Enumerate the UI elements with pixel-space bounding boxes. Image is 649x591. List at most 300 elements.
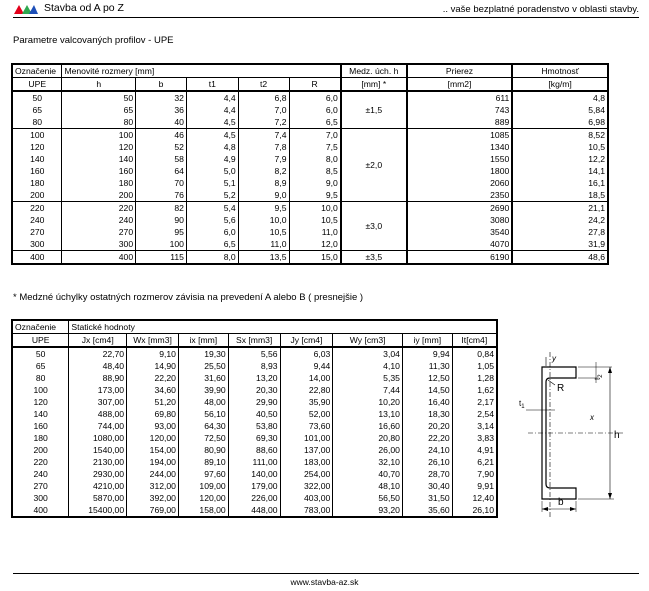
table-cell: 158,00 xyxy=(178,504,228,517)
cell-area: 6190 xyxy=(407,251,513,265)
table-cell: 783,00 xyxy=(280,504,333,517)
table-row xyxy=(12,251,608,265)
table-cell: 307,00 xyxy=(69,396,127,408)
table-row xyxy=(12,456,497,468)
table-cell: 194,00 xyxy=(127,456,179,468)
cell-r: 6,0 xyxy=(289,91,341,104)
cell-h: 65 xyxy=(62,104,136,116)
table-cell: 6,03 xyxy=(280,347,333,360)
header-prierez: Prierez xyxy=(407,64,513,78)
cell-tolerance: ±3,0 xyxy=(341,202,407,251)
radius-label: R xyxy=(557,383,565,394)
table-row xyxy=(12,91,608,104)
table-cell: 4,10 xyxy=(333,360,403,372)
cell-t2: 13,5 xyxy=(238,251,289,265)
cell-t1: 6,5 xyxy=(186,238,238,251)
cell-t1: 5,0 xyxy=(186,165,238,177)
table-subheader-row xyxy=(12,78,608,92)
cell-mass: 12,2 xyxy=(512,153,608,165)
table-cell: 35,60 xyxy=(402,504,452,517)
table-cell: 9,94 xyxy=(402,347,452,360)
cell-t1: 4,8 xyxy=(186,141,238,153)
table-row xyxy=(12,226,608,238)
col-header: Wy [cm3] xyxy=(333,334,403,348)
table-cell: 7,44 xyxy=(333,384,403,396)
table-cell: 12,50 xyxy=(402,372,452,384)
table-row xyxy=(12,420,497,432)
cell-t2: 10,5 xyxy=(238,226,289,238)
cell-b: 70 xyxy=(136,177,187,189)
static-values-table-body xyxy=(12,347,497,517)
col-header: iy [mm] xyxy=(402,334,452,348)
cell-mass: 4,8 xyxy=(512,91,608,104)
table-cell: 9,44 xyxy=(280,360,333,372)
table-cell: 22,70 xyxy=(69,347,127,360)
table-cell: 3,14 xyxy=(452,420,497,432)
table-cell: 120 xyxy=(33,396,48,407)
col-header: UPE xyxy=(12,334,69,348)
table-cell: 29,90 xyxy=(228,396,280,408)
cell-area: 1800 xyxy=(407,165,513,177)
table-cell: 64,30 xyxy=(178,420,228,432)
table-cell: 69,30 xyxy=(228,432,280,444)
table-cell: 48,40 xyxy=(69,360,127,372)
cell-b: 82 xyxy=(136,202,187,215)
table-cell: 28,70 xyxy=(402,468,452,480)
table-row xyxy=(12,492,497,504)
cell-h: 240 xyxy=(62,214,136,226)
table-header-row xyxy=(12,64,608,78)
table-cell: 48,00 xyxy=(178,396,228,408)
header-slogan: .. vaše bezplatné poradenstvo v oblasti stavby. xyxy=(442,4,639,15)
cell-b: 58 xyxy=(136,153,187,165)
cell-t1: 4,9 xyxy=(186,153,238,165)
table-cell: 88,60 xyxy=(228,444,280,456)
cell-mass: 21,1 xyxy=(512,202,608,215)
table-row xyxy=(12,372,497,384)
width-label: b xyxy=(558,497,564,508)
web-thickness-label: $t_1$ xyxy=(519,399,525,410)
table-cell: 244,00 xyxy=(127,468,179,480)
cell-mass: 27,8 xyxy=(512,226,608,238)
table-row xyxy=(12,468,497,480)
cell-h: 300 xyxy=(62,238,136,251)
cell-t2: 7,0 xyxy=(238,104,289,116)
flange-thickness-label: $t_2$ xyxy=(593,374,604,380)
col-t1: t1 xyxy=(186,78,238,92)
table-cell: 72,50 xyxy=(178,432,228,444)
cell-mass: 8,52 xyxy=(512,129,608,142)
table-cell: 200 xyxy=(33,444,48,455)
table-cell: 26,00 xyxy=(333,444,403,456)
logo-icon xyxy=(13,3,39,15)
cell-area: 4070 xyxy=(407,238,513,251)
cell-t2: 7,9 xyxy=(238,153,289,165)
cell-h: 400 xyxy=(62,251,136,265)
table-cell: 13,20 xyxy=(228,372,280,384)
cell-upe: 220 xyxy=(30,202,45,213)
table-cell: 220 xyxy=(33,456,48,467)
cell-area: 743 xyxy=(407,104,513,116)
table-cell: 1540,00 xyxy=(69,444,127,456)
table-row xyxy=(12,165,608,177)
table-cell: 93,00 xyxy=(127,420,179,432)
cell-upe: 120 xyxy=(30,141,45,152)
cell-area: 611 xyxy=(407,91,513,104)
cell-area: 889 xyxy=(407,116,513,129)
table-cell: 173,00 xyxy=(69,384,127,396)
brand-name: Stavba od A po Z xyxy=(44,2,124,14)
table-cell: 2,54 xyxy=(452,408,497,420)
cell-area: 3080 xyxy=(407,214,513,226)
table-row xyxy=(12,347,497,360)
cell-upe: 160 xyxy=(30,165,45,176)
table-row xyxy=(12,189,608,202)
cell-upe: 200 xyxy=(12,189,62,202)
table-cell: 2930,00 xyxy=(69,468,127,480)
cell-b: 36 xyxy=(136,104,187,116)
cell-h: 120 xyxy=(62,141,136,153)
cell-h: 160 xyxy=(62,165,136,177)
header-menovite-rozmery: Menovité rozmery [mm] xyxy=(62,64,341,78)
cell-area: 1550 xyxy=(407,153,513,165)
upe-profile-diagram xyxy=(508,352,640,517)
cell-t1: 5,6 xyxy=(186,214,238,226)
col-header: Sx [mm3] xyxy=(228,334,280,348)
cell-b: 46 xyxy=(136,129,187,142)
table-row xyxy=(12,480,497,492)
cell-upe: 65 xyxy=(32,104,43,115)
tolerance-note: * Medzné úchylky ostatných rozmerov závisia na prevedení A alebo B ( presnejšie ) xyxy=(13,292,364,303)
cell-r: 8,0 xyxy=(289,153,341,165)
cell-h: 270 xyxy=(62,226,136,238)
cell-b: 90 xyxy=(136,214,187,226)
table-cell: 400 xyxy=(33,504,48,515)
table-cell: 53,80 xyxy=(228,420,280,432)
col-tolerance-unit: [mm] * xyxy=(341,78,407,92)
table-cell: 448,00 xyxy=(228,504,280,517)
cell-mass: 6,98 xyxy=(512,116,608,129)
table-cell: 14,00 xyxy=(280,372,333,384)
cell-b: 32 xyxy=(136,91,187,104)
table-cell: 9,91 xyxy=(452,480,497,492)
cell-t1: 4,5 xyxy=(186,129,238,142)
cell-r: 10,5 xyxy=(289,214,341,226)
cell-t1: 5,2 xyxy=(186,189,238,202)
cell-r: 9,5 xyxy=(289,189,341,202)
table-cell: 12,40 xyxy=(452,492,497,504)
table-cell: 322,00 xyxy=(280,480,333,492)
cell-upe: 50 xyxy=(32,92,43,103)
table-cell: 2,17 xyxy=(452,396,497,408)
col-header: It[cm4] xyxy=(452,334,497,348)
cell-t1: 4,5 xyxy=(186,116,238,129)
table-cell: 18,30 xyxy=(402,408,452,420)
table-cell: 14,50 xyxy=(402,384,452,396)
table-cell: 20,80 xyxy=(333,432,403,444)
table-cell: 1,28 xyxy=(452,372,497,384)
table-row xyxy=(12,202,608,215)
cell-upe: 180 xyxy=(30,177,45,188)
cell-upe: 270 xyxy=(30,226,45,237)
table-cell: 6,21 xyxy=(452,456,497,468)
col-header: Jx [cm4] xyxy=(69,334,127,348)
table-cell: 140,00 xyxy=(228,468,280,480)
table-cell: 69,80 xyxy=(127,408,179,420)
table-cell: 32,10 xyxy=(333,456,403,468)
cell-t2: 8,2 xyxy=(238,165,289,177)
table-cell: 51,20 xyxy=(127,396,179,408)
cell-r: 11,0 xyxy=(289,226,341,238)
table-cell: 22,80 xyxy=(280,384,333,396)
table-row xyxy=(12,432,497,444)
table-cell: 5,35 xyxy=(333,372,403,384)
footer-divider xyxy=(13,573,639,574)
table-row xyxy=(12,177,608,189)
table-cell: 80,90 xyxy=(178,444,228,456)
cell-area: 2350 xyxy=(407,189,513,202)
table-cell: 101,00 xyxy=(280,432,333,444)
table-cell: 97,60 xyxy=(178,468,228,480)
table-cell: 65 xyxy=(35,360,46,371)
table-cell: 300 xyxy=(33,492,48,503)
y-axis-label: y xyxy=(552,354,556,363)
table-cell: 10,20 xyxy=(333,396,403,408)
table-cell: 14,90 xyxy=(127,360,179,372)
table-cell: 312,00 xyxy=(127,480,179,492)
table-row xyxy=(12,104,608,116)
table-cell: 4,91 xyxy=(452,444,497,456)
table-cell: 48,10 xyxy=(333,480,403,492)
table-cell: 9,10 xyxy=(127,347,179,360)
table-cell: 4210,00 xyxy=(69,480,127,492)
cell-b: 64 xyxy=(136,165,187,177)
cell-h: 220 xyxy=(62,202,136,215)
cell-r: 10,0 xyxy=(289,202,341,215)
table-cell: 5,56 xyxy=(228,347,280,360)
cell-r: 8,5 xyxy=(289,165,341,177)
table-cell: 40,50 xyxy=(228,408,280,420)
table-cell: 56,10 xyxy=(178,408,228,420)
cell-h: 100 xyxy=(62,129,136,142)
table-cell: 11,30 xyxy=(402,360,452,372)
cell-t2: 10,0 xyxy=(238,214,289,226)
table-cell: 26,10 xyxy=(402,456,452,468)
height-label: h xyxy=(614,430,620,441)
cell-area: 1340 xyxy=(407,141,513,153)
col-r: R xyxy=(289,78,341,92)
table-cell: 160 xyxy=(33,420,48,431)
table-cell: 52,00 xyxy=(280,408,333,420)
table-row xyxy=(12,504,497,517)
cell-t1: 6,0 xyxy=(186,226,238,238)
table-cell: 56,50 xyxy=(333,492,403,504)
header-oznacenie: Označenie xyxy=(12,64,62,78)
cell-b: 40 xyxy=(136,116,187,129)
cell-t2: 8,9 xyxy=(238,177,289,189)
table-cell: 120,00 xyxy=(127,432,179,444)
table-row xyxy=(12,396,497,408)
table-cell: 3,83 xyxy=(452,432,497,444)
table-cell: 3,04 xyxy=(333,347,403,360)
table-row xyxy=(12,153,608,165)
table-cell: 270 xyxy=(33,480,48,491)
cell-h: 80 xyxy=(62,116,136,129)
cell-upe: 140 xyxy=(30,153,45,164)
table-cell: 93,20 xyxy=(333,504,403,517)
table-row xyxy=(12,360,497,372)
cell-t1: 4,4 xyxy=(186,104,238,116)
table-cell: 180 xyxy=(33,432,48,443)
col-header: Jy [cm4] xyxy=(280,334,333,348)
cell-area: 2060 xyxy=(407,177,513,189)
table-cell: 31,50 xyxy=(402,492,452,504)
table-cell: 137,00 xyxy=(280,444,333,456)
table-cell: 13,10 xyxy=(333,408,403,420)
cell-t2: 9,5 xyxy=(238,202,289,215)
table-cell: 120,00 xyxy=(178,492,228,504)
cell-t2: 7,2 xyxy=(238,116,289,129)
table-cell: 100 xyxy=(33,384,48,395)
header-hmotnost: Hmotnosť xyxy=(512,64,608,78)
cell-r: 6,0 xyxy=(289,104,341,116)
cell-tolerance: ±1,5 xyxy=(341,91,407,129)
cell-mass: 48,6 xyxy=(512,251,608,265)
table-cell: 26,10 xyxy=(452,504,497,517)
cell-upe: 240 xyxy=(30,214,45,225)
cell-t2: 7,8 xyxy=(238,141,289,153)
cell-b: 115 xyxy=(136,251,187,265)
cell-h: 140 xyxy=(62,153,136,165)
table-row xyxy=(12,444,497,456)
header-staticke-hodnoty: Statické hodnoty xyxy=(69,320,497,334)
table-cell: 254,00 xyxy=(280,468,333,480)
cell-t1: 5,4 xyxy=(186,202,238,215)
table-cell: 22,20 xyxy=(402,432,452,444)
cell-h: 180 xyxy=(62,177,136,189)
cell-upe: 100 xyxy=(30,129,45,140)
table-cell: 154,00 xyxy=(127,444,179,456)
cell-area: 1085 xyxy=(407,129,513,142)
table-cell: 769,00 xyxy=(127,504,179,517)
cell-mass: 31,9 xyxy=(512,238,608,251)
table-cell: 744,00 xyxy=(69,420,127,432)
header-medzne-uchylky: Medz. úch. h xyxy=(341,64,407,78)
col-t2: t2 xyxy=(238,78,289,92)
cell-t1: 4,4 xyxy=(186,91,238,104)
table-row xyxy=(12,214,608,226)
table-cell: 1,05 xyxy=(452,360,497,372)
cell-b: 95 xyxy=(136,226,187,238)
cell-t2: 6,8 xyxy=(238,91,289,104)
table-cell: 226,00 xyxy=(228,492,280,504)
cell-b: 52 xyxy=(136,141,187,153)
table-row xyxy=(12,384,497,396)
table-cell: 25,50 xyxy=(178,360,228,372)
cell-h: 200 xyxy=(62,189,136,202)
dimensions-table xyxy=(11,63,609,265)
table-cell: 35,90 xyxy=(280,396,333,408)
table-cell: 31,60 xyxy=(178,372,228,384)
col-header: ix [mm] xyxy=(178,334,228,348)
table-header-row xyxy=(12,320,497,334)
cell-r: 7,5 xyxy=(289,141,341,153)
table-cell: 488,00 xyxy=(69,408,127,420)
table-cell: 16,40 xyxy=(402,396,452,408)
table-cell: 2130,00 xyxy=(69,456,127,468)
table-cell: 0,84 xyxy=(452,347,497,360)
cell-b: 100 xyxy=(136,238,187,251)
table-cell: 1,62 xyxy=(452,384,497,396)
table-cell: 80 xyxy=(35,372,46,383)
cell-upe: 400 xyxy=(30,251,45,262)
table-cell: 39,90 xyxy=(178,384,228,396)
table-cell: 73,60 xyxy=(280,420,333,432)
cell-mass: 14,1 xyxy=(512,165,608,177)
static-values-table xyxy=(11,319,498,518)
table-cell: 40,70 xyxy=(333,468,403,480)
cell-t2: 11,0 xyxy=(238,238,289,251)
table-cell: 20,30 xyxy=(228,384,280,396)
col-area-unit: [mm2] xyxy=(407,78,513,92)
table-cell: 30,40 xyxy=(402,480,452,492)
table-cell: 88,90 xyxy=(69,372,127,384)
cell-tolerance: ±3,5 xyxy=(341,251,407,265)
table-cell: 183,00 xyxy=(280,456,333,468)
table-cell: 16,60 xyxy=(333,420,403,432)
cell-r: 6,5 xyxy=(289,116,341,129)
cell-t1: 5,1 xyxy=(186,177,238,189)
table-cell: 24,10 xyxy=(402,444,452,456)
col-header: Wx [mm3] xyxy=(127,334,179,348)
dimensions-table-body xyxy=(12,91,608,264)
cell-r: 7,0 xyxy=(289,129,341,142)
cell-area: 2690 xyxy=(407,202,513,215)
cell-mass: 5,84 xyxy=(512,104,608,116)
table-cell: 5870,00 xyxy=(69,492,127,504)
footer-url: www.stavba-az.sk xyxy=(290,577,359,587)
cell-h: 50 xyxy=(62,91,136,104)
col-h: h xyxy=(62,78,136,92)
page-title: Parametre valcovaných profilov - UPE xyxy=(13,35,174,46)
table-row xyxy=(12,408,497,420)
table-cell: 111,00 xyxy=(228,456,280,468)
cell-mass: 10,5 xyxy=(512,141,608,153)
table-row xyxy=(12,238,608,251)
cell-mass: 16,1 xyxy=(512,177,608,189)
table-cell: 8,93 xyxy=(228,360,280,372)
col-b: b xyxy=(136,78,187,92)
cell-r: 12,0 xyxy=(289,238,341,251)
cell-tolerance: ±2,0 xyxy=(341,129,407,202)
cell-mass: 24,2 xyxy=(512,214,608,226)
table-cell: 392,00 xyxy=(127,492,179,504)
col-upe: UPE xyxy=(12,78,62,92)
table-cell: 20,20 xyxy=(402,420,452,432)
table-cell: 34,60 xyxy=(127,384,179,396)
cell-r: 9,0 xyxy=(289,177,341,189)
cell-r: 15,0 xyxy=(289,251,341,265)
cell-upe: 300 xyxy=(12,238,62,251)
col-mass-unit: [kg/m] xyxy=(512,78,608,92)
table-row xyxy=(12,141,608,153)
table-row xyxy=(12,116,608,129)
table-cell: 50 xyxy=(35,348,46,359)
cell-t1: 8,0 xyxy=(186,251,238,265)
table-cell: 19,30 xyxy=(178,347,228,360)
table-cell: 140 xyxy=(33,408,48,419)
table-cell: 403,00 xyxy=(280,492,333,504)
